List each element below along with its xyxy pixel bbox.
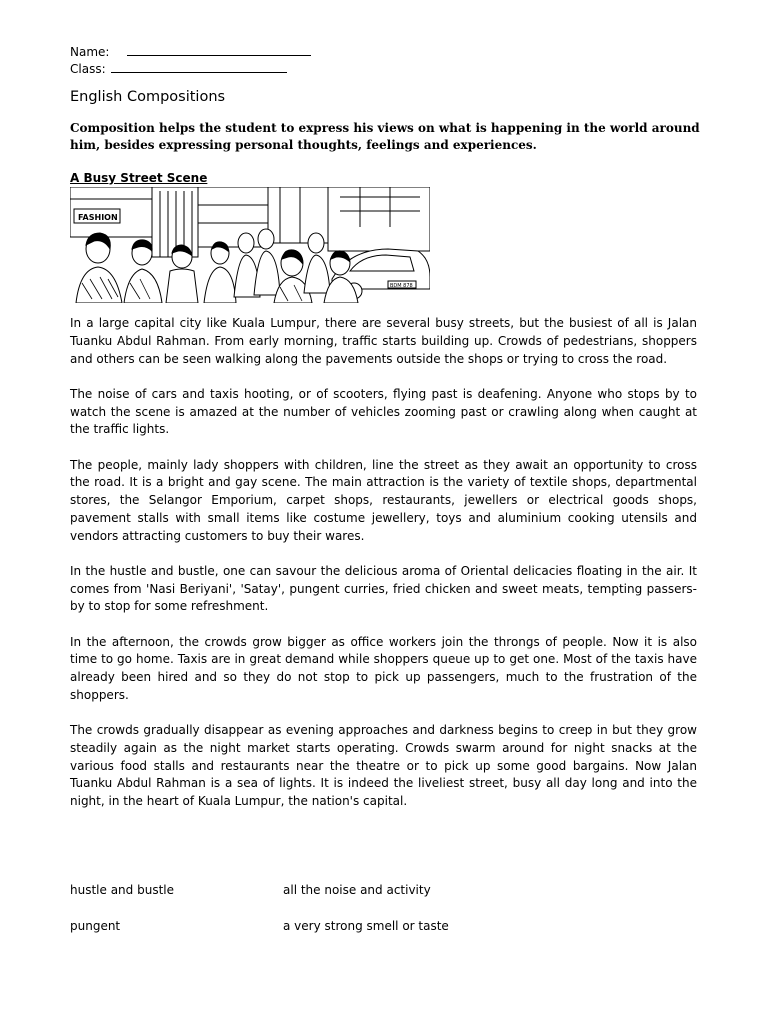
section-title: A Busy Street Scene: [70, 171, 208, 185]
paragraph: In the hustle and bustle, one can savour the delicious aroma of Oriental delicacies floating in the air. It comes from 'Nasi Beriyani', 'Satay', pungent curries, fried chicken and sweet meats, tempting passers-by to stop for some refreshment.: [70, 563, 697, 614]
paragraph: In a large capital city like Kuala Lumpur, there are several busy streets, but the busiest of all is Jalan Tuanku Abdul Rahman. From early morning, traffic starts building up. Crowds of pedestrians, shoppers and others can be seen walking along the pavements outside the shops or trying to cross the road.: [70, 316, 697, 366]
street-scene-illustration: [70, 187, 430, 303]
page-title: English Compositions: [70, 89, 226, 105]
vocab-definition: all the noise and activity: [283, 883, 431, 897]
name-label: Name:: [70, 45, 110, 59]
paragraph: In the afternoon, the crowds grow bigger as office workers join the throngs of people. Now it is also time to go home. Taxis are in great demand while shoppers queue up to get one. Most of the taxis have already been hired and so they do not stop to pick up passengers, much to the frustration of the shoppers.: [70, 634, 697, 702]
class-line: [70, 61, 287, 77]
name-blank[interactable]: [127, 44, 311, 56]
class-label: Class:: [70, 62, 106, 76]
paragraph: The noise of cars and taxis hooting, or of scooters, flying past is deafening. Anyone who stops by to watch the scene is amazed at the number of vehicles zooming past or crawling along when caught at the traffic lights.: [70, 386, 697, 437]
composition-body: [70, 315, 697, 828]
vocab-definition: a very strong smell or taste: [283, 919, 449, 933]
vocab-term: hustle and bustle: [70, 883, 174, 897]
name-line: [70, 44, 311, 60]
intro-text: Composition helps the student to express his views on what is happening in the world around him, besides expressing personal thoughts, feelings and experiences.: [70, 121, 700, 152]
paragraph: The people, mainly lady shoppers with children, line the street as they await an opportunity to cross the road. It is a bright and gay scene. The main attraction is the variety of textile shops, departmental stores, the Selangor Emporium, carpet shops, restaurants, jewellers or electrical goods shops, pavement stalls with small items like costume jewellery, toys and aluminium cooking utensils and vendors attracting customers to buy their wares.: [70, 457, 697, 543]
shop-sign-text: FASHION: [78, 213, 118, 222]
class-blank[interactable]: [111, 61, 287, 73]
paragraph: The crowds gradually disappear as evening approaches and darkness begins to creep in but they grow steadily again as the night market starts operating. Crowds swarm around for night snacks at the various food stalls and restaurants near the theatre or to pick up some good bargains. Now Jalan Tuanku Abdul Rahman is a sea of lights. It is indeed the liveliest street, busy all day long and into the night, in the heart of Kuala Lumpur, the nation's capital.: [70, 723, 697, 808]
vocab-term: pungent: [70, 919, 121, 933]
license-plate-text: BDM 878: [390, 283, 413, 289]
